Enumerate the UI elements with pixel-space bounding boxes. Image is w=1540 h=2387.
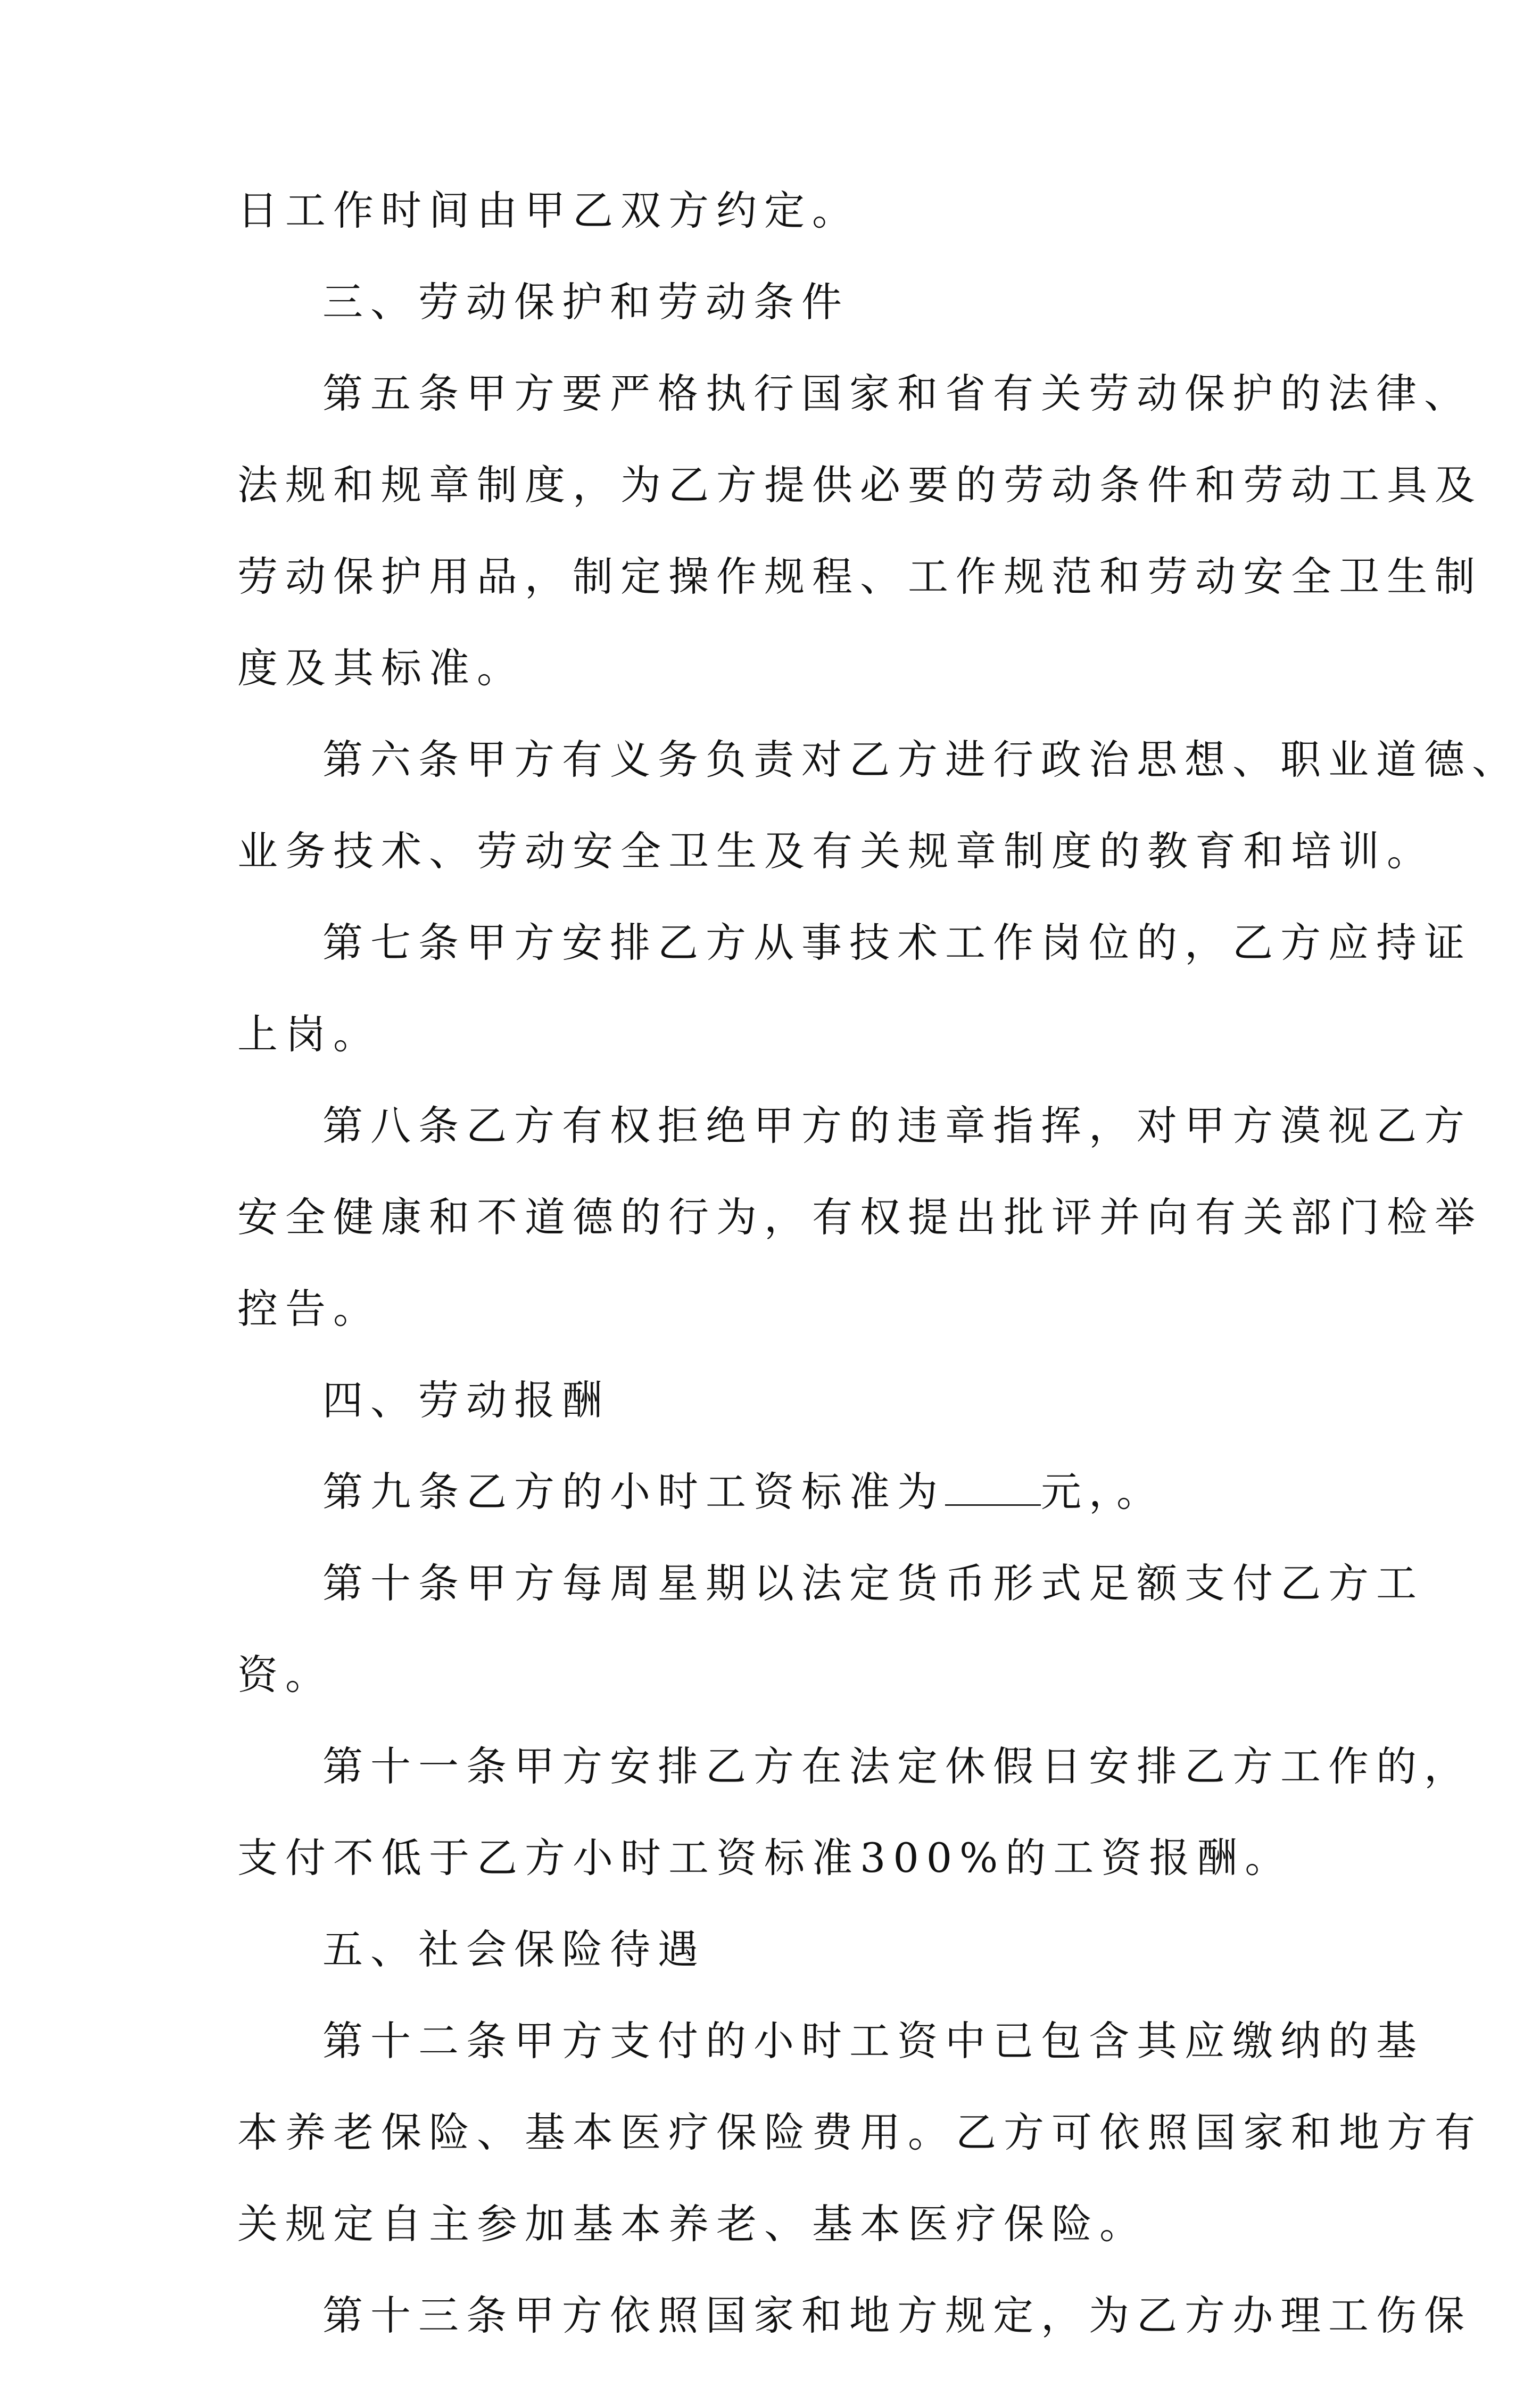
text-line: 第十条甲方每周星期以法定货币形式足额支付乙方工 bbox=[322, 1560, 1424, 1607]
text-line: 上岗。 bbox=[237, 1010, 381, 1058]
text-line: 第十一条甲方安排乙方在法定休假日安排乙方工作的， bbox=[322, 1743, 1472, 1790]
text-line: 支付不低于乙方小时工资标准300%的工资报酬。 bbox=[237, 1834, 1293, 1882]
text-line: 安全健康和不道德的行为，有权提出批评并向有关部门检举 bbox=[237, 1194, 1483, 1241]
text-line: 本养老保险、基本医疗保险费用。乙方可依照国家和地方有 bbox=[237, 2109, 1483, 2156]
text-line: 第八条乙方有权拒绝甲方的违章指挥，对甲方漠视乙方 bbox=[322, 1102, 1472, 1149]
text-line: 法规和规章制度，为乙方提供必要的劳动条件和劳动工具及 bbox=[237, 461, 1483, 509]
section-heading: 四、劳动报酬 bbox=[322, 1377, 610, 1424]
text-line: 第七条甲方安排乙方从事技术工作岗位的，乙方应持证 bbox=[322, 919, 1472, 966]
text-line: 资。 bbox=[237, 1651, 333, 1698]
text-line: 关规定自主参加基本养老、基本医疗保险。 bbox=[237, 2200, 1147, 2248]
text-line-with-blank bbox=[237, 1468, 1344, 1515]
fill-in-blank bbox=[945, 1472, 1041, 1506]
text-segment: 第九条乙方的小时工资标准为 bbox=[322, 1468, 945, 1515]
text-line: 度及其标准。 bbox=[237, 644, 525, 692]
text-line: 劳动保护用品，制定操作规程、工作规范和劳动安全卫生制 bbox=[237, 553, 1483, 600]
text-line: 第十二条甲方支付的小时工资中已包含其应缴纳的基 bbox=[322, 2017, 1424, 2065]
text-line: 业务技术、劳动安全卫生及有关规章制度的教育和培训。 bbox=[237, 827, 1435, 875]
text-line: 第六条甲方有义务负责对乙方进行政治思想、职业道德、 bbox=[322, 736, 1520, 783]
text-line: 第十三条甲方依照国家和地方规定，为乙方办理工伤保 bbox=[322, 2292, 1472, 2339]
text-line: 第五条甲方要严格执行国家和省有关劳动保护的法律、 bbox=[322, 370, 1472, 417]
section-heading: 五、社会保险待遇 bbox=[322, 1926, 706, 1973]
text-line: 日工作时间由甲乙双方约定。 bbox=[237, 187, 860, 234]
text-line: 控告。 bbox=[237, 1285, 381, 1332]
document-page bbox=[237, 187, 1520, 2387]
section-heading: 三、劳动保护和劳动条件 bbox=[322, 278, 849, 326]
text-segment: 元，。 bbox=[1041, 1468, 1164, 1515]
